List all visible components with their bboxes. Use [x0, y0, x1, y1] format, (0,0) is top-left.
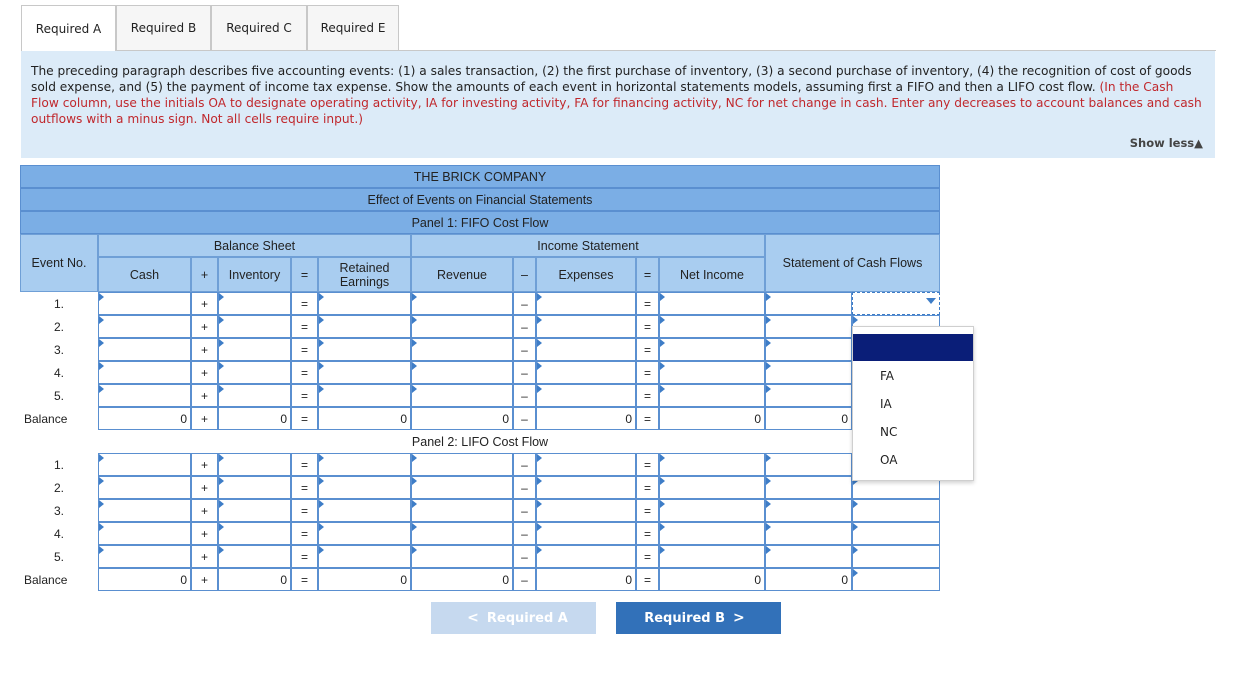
fifo-operator-eq1: = [291, 315, 318, 338]
lifo-input-inventory[interactable] [218, 476, 291, 499]
fifo-input-revenue[interactable] [411, 292, 513, 315]
fifo-operator-minus: – [513, 292, 536, 315]
dropdown-option-oa[interactable]: OA [880, 453, 898, 467]
lifo-event-label: 1. [53, 457, 64, 472]
fifo-operator-plus: + [191, 292, 218, 315]
dropdown-option-ia[interactable]: IA [880, 397, 892, 411]
net-income-header: Net Income [659, 257, 765, 292]
minus-header: – [513, 257, 536, 292]
lifo-event-label: 5. [53, 549, 64, 564]
fifo-input-revenue[interactable] [411, 315, 513, 338]
lifo-input-inventory[interactable] [218, 522, 291, 545]
tab-label: Required C [226, 21, 292, 35]
fifo-input-cash[interactable] [98, 292, 191, 315]
dropdown-option-nc[interactable]: NC [880, 425, 898, 439]
lifo-operator-eq1: = [291, 499, 318, 522]
dropdown-highlight [853, 334, 973, 361]
lifo-input-cash[interactable] [98, 522, 191, 545]
lifo-operator-plus: + [191, 453, 218, 476]
fifo-cf-activity-select[interactable] [852, 292, 940, 315]
fifo-operator-plus: + [191, 315, 218, 338]
fifo-input-expenses[interactable] [536, 361, 636, 384]
lifo-balance-label: Balance [24, 572, 68, 587]
fifo-input-net_income[interactable] [659, 315, 765, 338]
fifo-operator-eq2: = [636, 361, 659, 384]
chevron-down-icon [926, 298, 936, 304]
fifo-operator-minus: – [513, 407, 536, 430]
lifo-input-net_income[interactable] [659, 499, 765, 522]
balance-sheet-header: Balance Sheet [98, 234, 411, 257]
fifo-operator-eq1: = [291, 338, 318, 361]
lifo-operator-eq1: = [291, 568, 318, 591]
panel2-title: Panel 2: LIFO Cost Flow [20, 430, 940, 453]
lifo-operator-minus: – [513, 545, 536, 568]
expenses-header: Expenses [536, 257, 636, 292]
lifo-input-cf_type[interactable] [852, 499, 940, 522]
event-no-header: Event No. [20, 234, 98, 292]
fifo-balance-net_income: 0 [659, 407, 765, 430]
fifo-event-label: 2. [53, 319, 64, 334]
tab-label: Required E [320, 21, 386, 35]
lifo-input-retained[interactable] [318, 453, 411, 476]
fifo-input-inventory[interactable] [218, 361, 291, 384]
fifo-balance-label: Balance [24, 411, 68, 426]
fifo-input-inventory[interactable] [218, 292, 291, 315]
fifo-input-retained[interactable] [318, 361, 411, 384]
lifo-input-cash[interactable] [98, 476, 191, 499]
fifo-input-cash[interactable] [98, 361, 191, 384]
fifo-input-inventory[interactable] [218, 384, 291, 407]
fifo-input-cash[interactable] [98, 315, 191, 338]
fifo-operator-eq1: = [291, 361, 318, 384]
lifo-operator-plus: + [191, 522, 218, 545]
cash-flows-header: Statement of Cash Flows [765, 234, 940, 292]
tab-required-c[interactable] [211, 5, 307, 50]
lifo-balance-expenses: 0 [536, 568, 636, 591]
lifo-event-label: 2. [53, 480, 64, 495]
fifo-input-cash_flows[interactable] [765, 292, 852, 315]
retained-earnings-header [318, 257, 411, 292]
lifo-input-inventory[interactable] [218, 545, 291, 568]
fifo-balance-expenses: 0 [536, 407, 636, 430]
retained-label-1: Retained [339, 260, 390, 275]
instructions-panel [21, 51, 1215, 158]
instructions-note: (In the Cash Flow column, use the initials OA to designate operating activity, IA for investing activity, FA for financing activity, NC for net change in cash. Enter any decreases to account balances and cash outflows with a minus sign. Not all cells require input.) [31, 80, 1202, 126]
lifo-input-revenue[interactable] [411, 499, 513, 522]
fifo-input-inventory[interactable] [218, 315, 291, 338]
lifo-operator-eq2: = [636, 545, 659, 568]
fifo-input-retained[interactable] [318, 315, 411, 338]
retained-label-2: Earnings [339, 274, 390, 289]
lifo-operator-minus: – [513, 568, 536, 591]
lifo-input-revenue[interactable] [411, 453, 513, 476]
fifo-input-inventory[interactable] [218, 338, 291, 361]
lifo-input-cf_type[interactable] [852, 522, 940, 545]
lifo-input-expenses[interactable] [536, 499, 636, 522]
fifo-operator-plus: + [191, 384, 218, 407]
fifo-input-cash_flows[interactable] [765, 315, 852, 338]
fifo-operator-plus: + [191, 361, 218, 384]
fifo-balance-retained: 0 [318, 407, 411, 430]
chevron-right-icon: > [733, 610, 745, 626]
tab-required-b[interactable] [116, 5, 211, 50]
fifo-operator-eq2: = [636, 384, 659, 407]
panel1-title: Panel 1: FIFO Cost Flow [20, 211, 940, 234]
lifo-balance-retained: 0 [318, 568, 411, 591]
lifo-operator-minus: – [513, 522, 536, 545]
fifo-input-retained[interactable] [318, 338, 411, 361]
fifo-balance-cash: 0 [98, 407, 191, 430]
tab-label: Required A [35, 21, 102, 36]
lifo-balance-cf-type-cell [852, 568, 940, 591]
dropdown-option-fa[interactable]: FA [880, 369, 895, 383]
fifo-operator-eq2: = [636, 292, 659, 315]
lifo-operator-plus: + [191, 545, 218, 568]
prev-button-label: Required A [486, 610, 568, 626]
revenue-header: Revenue [411, 257, 513, 292]
lifo-input-cash_flows[interactable] [765, 499, 852, 522]
lifo-operator-eq2: = [636, 499, 659, 522]
fifo-input-cash[interactable] [98, 384, 191, 407]
chevron-left-icon: < [467, 610, 479, 626]
fifo-operator-plus: + [191, 338, 218, 361]
lifo-input-retained[interactable] [318, 522, 411, 545]
lifo-input-cash[interactable] [98, 545, 191, 568]
lifo-input-net_income[interactable] [659, 453, 765, 476]
instructions-text: The preceding paragraph describes five accounting events: (1) a sales transaction, (2) the first purchase of inventory, (3) a second purchase of inventory, (4) the recognition of cost of goods sold expense, and (5) the payment of income tax expense. Show the amounts of each event in horizontal statements models, assuming first a FIFO and then a LIFO cost flow. [31, 64, 1192, 94]
lifo-input-cash_flows[interactable] [765, 522, 852, 545]
lifo-input-cash[interactable] [98, 453, 191, 476]
lifo-operator-eq2: = [636, 476, 659, 499]
fifo-operator-minus: – [513, 384, 536, 407]
lifo-operator-minus: – [513, 499, 536, 522]
lifo-operator-plus: + [191, 499, 218, 522]
fifo-balance-inventory: 0 [218, 407, 291, 430]
lifo-input-cf_type[interactable] [852, 545, 940, 568]
fifo-operator-minus: – [513, 361, 536, 384]
fifo-input-revenue[interactable] [411, 361, 513, 384]
fifo-operator-minus: – [513, 338, 536, 361]
fifo-input-revenue[interactable] [411, 384, 513, 407]
fifo-input-cash_flows[interactable] [765, 384, 852, 407]
fifo-event-label: 3. [53, 342, 64, 357]
lifo-input-expenses[interactable] [536, 522, 636, 545]
lifo-input-expenses[interactable] [536, 453, 636, 476]
fifo-operator-eq2: = [636, 315, 659, 338]
lifo-balance-inventory: 0 [218, 568, 291, 591]
table-subtitle: Effect of Events on Financial Statements [20, 188, 940, 211]
next-button-required-b[interactable] [616, 602, 781, 634]
cash-header: Cash [98, 257, 191, 292]
lifo-input-cash_flows[interactable] [765, 545, 852, 568]
prev-button-required-a[interactable] [431, 602, 596, 634]
fifo-event-label: 5. [53, 388, 64, 403]
fifo-operator-minus: – [513, 315, 536, 338]
fifo-input-expenses[interactable] [536, 338, 636, 361]
tab-required-e[interactable] [307, 5, 399, 50]
lifo-operator-minus: – [513, 453, 536, 476]
fifo-operator-eq2: = [636, 338, 659, 361]
fifo-input-revenue[interactable] [411, 338, 513, 361]
fifo-event-label: 1. [53, 296, 64, 311]
lifo-input-retained[interactable] [318, 499, 411, 522]
lifo-input-expenses[interactable] [536, 476, 636, 499]
fifo-input-expenses[interactable] [536, 384, 636, 407]
lifo-input-net_income[interactable] [659, 522, 765, 545]
fifo-operator-eq1: = [291, 292, 318, 315]
cash-flow-dropdown-list [852, 326, 974, 481]
tab-label: Required B [130, 21, 197, 35]
plus-header: + [191, 257, 218, 292]
lifo-input-net_income[interactable] [659, 476, 765, 499]
lifo-balance-net_income: 0 [659, 568, 765, 591]
next-button-label: Required B [644, 610, 726, 626]
lifo-balance-cash: 0 [98, 568, 191, 591]
equals-header: = [291, 257, 318, 292]
lifo-input-revenue[interactable] [411, 545, 513, 568]
lifo-input-retained[interactable] [318, 545, 411, 568]
income-statement-header: Income Statement [411, 234, 765, 257]
lifo-input-cash_flows[interactable] [765, 453, 852, 476]
lifo-input-inventory[interactable] [218, 453, 291, 476]
fifo-operator-eq1: = [291, 384, 318, 407]
lifo-operator-eq1: = [291, 476, 318, 499]
fifo-balance-cash_flows: 0 [765, 407, 852, 430]
lifo-operator-eq2: = [636, 568, 659, 591]
lifo-event-label: 4. [53, 526, 64, 541]
lifo-operator-plus: + [191, 476, 218, 499]
lifo-balance-cash_flows: 0 [765, 568, 852, 591]
fifo-operator-eq2: = [636, 407, 659, 430]
lifo-operator-eq2: = [636, 522, 659, 545]
fifo-input-net_income[interactable] [659, 361, 765, 384]
fifo-input-retained[interactable] [318, 292, 411, 315]
fifo-input-cash_flows[interactable] [765, 338, 852, 361]
lifo-input-net_income[interactable] [659, 545, 765, 568]
fifo-input-net_income[interactable] [659, 292, 765, 315]
lifo-operator-eq1: = [291, 522, 318, 545]
lifo-input-cash_flows[interactable] [765, 476, 852, 499]
fifo-input-retained[interactable] [318, 384, 411, 407]
tab-required-a[interactable] [21, 5, 116, 51]
lifo-balance-revenue: 0 [411, 568, 513, 591]
fifo-input-expenses[interactable] [536, 315, 636, 338]
lifo-operator-eq1: = [291, 545, 318, 568]
fifo-input-net_income[interactable] [659, 338, 765, 361]
lifo-input-revenue[interactable] [411, 476, 513, 499]
fifo-operator-plus: + [191, 407, 218, 430]
lifo-operator-eq2: = [636, 453, 659, 476]
lifo-operator-eq1: = [291, 453, 318, 476]
fifo-input-cash[interactable] [98, 338, 191, 361]
lifo-operator-plus: + [191, 568, 218, 591]
fifo-event-label: 4. [53, 365, 64, 380]
company-title: THE BRICK COMPANY [20, 165, 940, 188]
fifo-input-expenses[interactable] [536, 292, 636, 315]
lifo-event-label: 3. [53, 503, 64, 518]
lifo-input-inventory[interactable] [218, 499, 291, 522]
fifo-input-net_income[interactable] [659, 384, 765, 407]
lifo-input-cash[interactable] [98, 499, 191, 522]
fifo-input-cash_flows[interactable] [765, 361, 852, 384]
lifo-input-revenue[interactable] [411, 522, 513, 545]
tab-bar [21, 5, 1215, 51]
lifo-input-expenses[interactable] [536, 545, 636, 568]
inventory-header: Inventory [218, 257, 291, 292]
equals-header-2: = [636, 257, 659, 292]
statements-table [20, 165, 940, 592]
fifo-balance-revenue: 0 [411, 407, 513, 430]
fifo-operator-eq1: = [291, 407, 318, 430]
show-less-link[interactable]: Show less▲ [1129, 136, 1203, 150]
lifo-operator-minus: – [513, 476, 536, 499]
lifo-input-retained[interactable] [318, 476, 411, 499]
